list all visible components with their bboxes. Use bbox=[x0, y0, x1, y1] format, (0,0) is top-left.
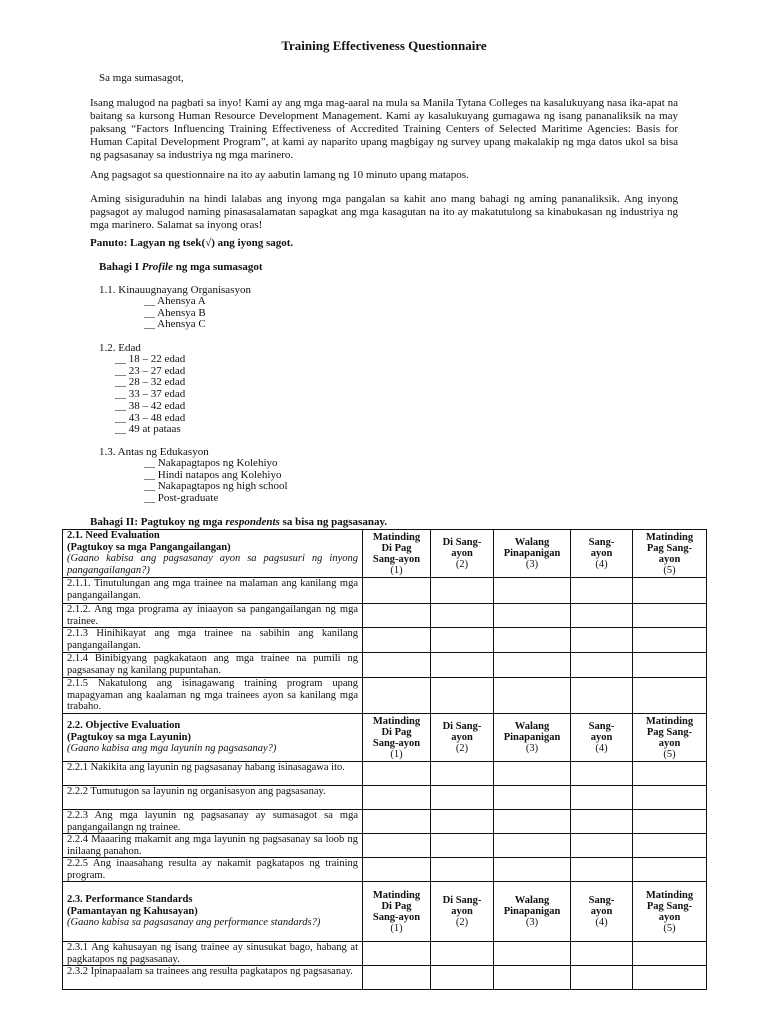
rating-cell-3[interactable] bbox=[494, 834, 571, 858]
option-item[interactable]: __ 33 – 37 edad bbox=[115, 388, 186, 401]
rating-cell-4[interactable] bbox=[571, 678, 633, 714]
rating-cell-2[interactable] bbox=[431, 858, 494, 882]
item-text: 2.1.1. Tinutulungan ang mga trainee na malaman ang kanilang mga pangangailangan. bbox=[63, 578, 363, 604]
option-item[interactable]: __ Ahensya A bbox=[144, 295, 206, 307]
scale-header-1: Matinding Di Pag Sang-ayon (1) bbox=[363, 882, 431, 942]
privacy-paragraph: Aming sisiguraduhin na hindi lalabas ang inyong mga pangalan sa kahit ano mang bahagi ng aming pananaliksik. Ang inyong pagsagot ay malugod naming pinasasalamatan sapagkat ang mga kasagutan na ito ay makatutulong sa kinabukasan ng industriya ng mga marinero. Salamat sa inyong oras! bbox=[90, 193, 678, 231]
greeting: Sa mga sumasagot, bbox=[99, 72, 184, 84]
rating-cell-1[interactable] bbox=[363, 678, 431, 714]
rating-cell-1[interactable] bbox=[363, 810, 431, 834]
section-title-cell: 2.3. Performance Standards (Pamantayan ng Kahusayan) (Gaano kabisa sa pagsasanay ang performance standards?) bbox=[63, 882, 363, 942]
rating-cell-5[interactable] bbox=[633, 834, 707, 858]
option-item[interactable]: __ Ahensya B bbox=[144, 306, 206, 319]
rating-cell-2[interactable] bbox=[431, 966, 494, 990]
rating-cell-3[interactable] bbox=[494, 762, 571, 786]
section-header-row bbox=[63, 882, 707, 942]
table-row bbox=[63, 653, 707, 678]
rating-cell-5[interactable] bbox=[633, 858, 707, 882]
rating-cell-4[interactable] bbox=[571, 834, 633, 858]
rating-cell-4[interactable] bbox=[571, 786, 633, 810]
option-item[interactable]: __ 43 – 48 edad bbox=[115, 411, 186, 424]
rating-cell-3[interactable] bbox=[494, 942, 571, 966]
scale-header-5: Matinding Pag Sang- ayon (5) bbox=[633, 882, 707, 942]
rating-cell-4[interactable] bbox=[571, 966, 633, 990]
rating-cell-5[interactable] bbox=[633, 653, 707, 678]
table-row bbox=[63, 942, 707, 966]
table-row bbox=[63, 786, 707, 810]
rating-cell-4[interactable] bbox=[571, 578, 633, 604]
rating-cell-1[interactable] bbox=[363, 604, 431, 628]
table-row bbox=[63, 966, 707, 990]
rating-cell-2[interactable] bbox=[431, 810, 494, 834]
scale-header-5: Matinding Pag Sang- ayon (5) bbox=[633, 714, 707, 762]
rating-cell-4[interactable] bbox=[571, 762, 633, 786]
scale-header-1: Matinding Di Pag Sang-ayon (1) bbox=[363, 530, 431, 578]
scale-header-4: Sang- ayon (4) bbox=[571, 714, 633, 762]
instruction: Panuto: Lagyan ng tsek(√) ang iyong sagot. bbox=[90, 237, 294, 249]
rating-cell-3[interactable] bbox=[494, 604, 571, 628]
rating-cell-3[interactable] bbox=[494, 810, 571, 834]
item-text: 2.3.1 Ang kahusayan ng isang trainee ay sinusukat bago, habang at pagkatapos ng pagsasanay. bbox=[63, 942, 363, 966]
rating-cell-1[interactable] bbox=[363, 942, 431, 966]
rating-cell-3[interactable] bbox=[494, 858, 571, 882]
question-1-1 bbox=[99, 284, 251, 331]
option-item[interactable]: __ 23 – 27 edad bbox=[115, 364, 186, 377]
question-1-3-label: 1.3. Antas ng Edukasyon bbox=[99, 446, 209, 458]
scale-header-3: Walang Pinapanigan (3) bbox=[494, 714, 571, 762]
rating-cell-2[interactable] bbox=[431, 786, 494, 810]
rating-cell-5[interactable] bbox=[633, 604, 707, 628]
scale-header-4: Sang- ayon (4) bbox=[571, 882, 633, 942]
scale-header-2: Di Sang- ayon (2) bbox=[431, 530, 494, 578]
table-row bbox=[63, 858, 707, 882]
rating-cell-1[interactable] bbox=[363, 578, 431, 604]
rating-cell-4[interactable] bbox=[571, 858, 633, 882]
rating-cell-2[interactable] bbox=[431, 604, 494, 628]
item-text: 2.1.2. Ang mga programa ay iniaayon sa pangangailangan ng mga trainee. bbox=[63, 604, 363, 628]
rating-cell-1[interactable] bbox=[363, 653, 431, 678]
item-text: 2.2.1 Nakikita ang layunin ng pagsasanay habang isinasagawa ito. bbox=[63, 762, 363, 786]
intro-paragraph: Isang malugod na pagbati sa inyo! Kami ay ang mga mag-aaral na mula sa Manila Tytana Colleges na kasalukuyang nasa ika-apat na baitang sa kursong Human Resource Development Management. Kami ay kasalukuyang gumagawa ng isang pananaliksik na may paksang “Factors Influencing Training Effectiveness of Accredited Training Centers of Selected Maritime Agencies: Basis for Human Capital Development Program”, at kami ay naparito upang magbigay ng survey upang makalakip ng mga datos ukol sa bisa ng pagsasanay sa industriya ng mga marinero. bbox=[90, 97, 678, 161]
rating-cell-3[interactable] bbox=[494, 578, 571, 604]
table-row bbox=[63, 678, 707, 714]
rating-cell-3[interactable] bbox=[494, 678, 571, 714]
scale-header-2: Di Sang- ayon (2) bbox=[431, 714, 494, 762]
item-text: 2.1.4 Binibigyang pagkakataon ang mga trainee na pumili ng pagsasanay ng kanilang pupuntahan. bbox=[63, 653, 363, 678]
rating-cell-1[interactable] bbox=[363, 762, 431, 786]
rating-cell-2[interactable] bbox=[431, 942, 494, 966]
table-row bbox=[63, 762, 707, 786]
question-1-1-label: 1.1. Kinauugnayang Organisasyon bbox=[99, 284, 251, 296]
rating-cell-3[interactable] bbox=[494, 653, 571, 678]
scale-header-3: Walang Pinapanigan (3) bbox=[494, 882, 571, 942]
option-item[interactable]: __ Nakapagtapos ng Kolehiyo bbox=[144, 457, 278, 469]
rating-cell-2[interactable] bbox=[431, 578, 494, 604]
rating-cell-5[interactable] bbox=[633, 578, 707, 604]
scale-header-2: Di Sang- ayon (2) bbox=[431, 882, 494, 942]
rating-cell-5[interactable] bbox=[633, 786, 707, 810]
rating-cell-2[interactable] bbox=[431, 628, 494, 653]
part1-heading: Bahagi I Profile ng mga sumasagot bbox=[99, 261, 263, 273]
duration-paragraph: Ang pagsagot sa questionnaire na ito ay aabutin lamang ng 10 minuto upang matapos. bbox=[90, 169, 469, 181]
option-item[interactable]: __ Ahensya C bbox=[144, 318, 206, 331]
rating-cell-2[interactable] bbox=[431, 834, 494, 858]
item-text: 2.1.5 Nakatulong ang isinagawang training program upang mapagyaman ang kaalaman ng mga trainees ayon sa kanilang mga trabaho. bbox=[63, 678, 363, 714]
section-header-row bbox=[63, 530, 707, 578]
option-item[interactable]: __ Hindi natapos ang Kolehiyo bbox=[144, 468, 282, 481]
rating-cell-4[interactable] bbox=[571, 628, 633, 653]
rating-cell-5[interactable] bbox=[633, 762, 707, 786]
part2-heading: Bahagi II: Pagtukoy ng mga respondents sa bisa ng pagsasanay. bbox=[90, 516, 388, 528]
option-item[interactable]: __ 38 – 42 edad bbox=[115, 399, 186, 412]
table-row bbox=[63, 834, 707, 858]
rating-cell-1[interactable] bbox=[363, 628, 431, 653]
rating-cell-4[interactable] bbox=[571, 810, 633, 834]
scale-header-4: Sang- ayon (4) bbox=[571, 530, 633, 578]
scale-header-1: Matinding Di Pag Sang-ayon (1) bbox=[363, 714, 431, 762]
table-row bbox=[63, 578, 707, 604]
table-row bbox=[63, 810, 707, 834]
page-title: Training Effectiveness Questionnaire bbox=[281, 38, 487, 53]
item-text: 2.2.5 Ang inaasahang resulta ay nakamit pagkatapos ng training program. bbox=[63, 858, 363, 882]
option-item[interactable]: __ Post-graduate bbox=[144, 492, 219, 505]
item-text: 2.2.4 Maaaring makamit ang mga layunin ng pagsasanay sa loob ng inilaang panahon. bbox=[63, 834, 363, 858]
rating-cell-1[interactable] bbox=[363, 966, 431, 990]
section-header-row bbox=[63, 714, 707, 762]
option-item[interactable]: __ Nakapagtapos ng high school bbox=[144, 480, 288, 493]
rating-cell-1[interactable] bbox=[363, 858, 431, 882]
option-item[interactable]: __ 49 at pataas bbox=[115, 423, 181, 436]
rating-cell-5[interactable] bbox=[633, 942, 707, 966]
rating-cell-2[interactable] bbox=[431, 762, 494, 786]
table-row bbox=[63, 628, 707, 653]
rating-cell-5[interactable] bbox=[633, 628, 707, 653]
question-1-3 bbox=[99, 446, 288, 505]
rating-cell-5[interactable] bbox=[633, 678, 707, 714]
rating-cell-1[interactable] bbox=[363, 834, 431, 858]
section-title-cell: 2.2. Objective Evaluation (Pagtukoy sa mga Layunin) (Gaano kabisa ang mga layunin ng pagsasanay?) bbox=[63, 714, 363, 762]
rating-cell-2[interactable] bbox=[431, 653, 494, 678]
item-text: 2.3.2 Ipinapaalam sa trainees ang resulta pagkatapos ng pagsasanay. bbox=[63, 966, 363, 990]
rating-cell-3[interactable] bbox=[494, 966, 571, 990]
evaluation-table bbox=[62, 529, 707, 990]
scale-header-5: Matinding Pag Sang- ayon (5) bbox=[633, 530, 707, 578]
rating-cell-3[interactable] bbox=[494, 786, 571, 810]
item-text: 2.2.2 Tumutugon sa layunin ng organisasyon ang pagsasanay. bbox=[63, 786, 363, 810]
item-text: 2.1.3 Hinihikayat ang mga trainee na sabihin ang kanilang pangangailangan. bbox=[63, 628, 363, 653]
rating-cell-5[interactable] bbox=[633, 810, 707, 834]
option-item[interactable]: __ 28 – 32 edad bbox=[115, 376, 186, 389]
rating-cell-4[interactable] bbox=[571, 604, 633, 628]
rating-cell-4[interactable] bbox=[571, 653, 633, 678]
question-1-2 bbox=[99, 342, 185, 436]
option-item[interactable]: __ 18 – 22 edad bbox=[115, 353, 186, 365]
rating-cell-4[interactable] bbox=[571, 942, 633, 966]
item-text: 2.2.3 Ang mga layunin ng pagsasanay ay sumasagot sa mga pangangailangn ng trainee. bbox=[63, 810, 363, 834]
rating-cell-1[interactable] bbox=[363, 786, 431, 810]
table-row bbox=[63, 604, 707, 628]
scale-header-3: Walang Pinapanigan (3) bbox=[494, 530, 571, 578]
rating-cell-3[interactable] bbox=[494, 628, 571, 653]
section-title-cell: 2.1. Need Evaluation (Pagtukoy sa mga Pangangailangan) (Gaano kabisa ang pagsasanay ayon sa pagsusuri ng inyong pangangailangan?) bbox=[63, 530, 363, 578]
rating-cell-5[interactable] bbox=[633, 966, 707, 990]
rating-cell-2[interactable] bbox=[431, 678, 494, 714]
question-1-2-label: 1.2. Edad bbox=[99, 342, 141, 354]
